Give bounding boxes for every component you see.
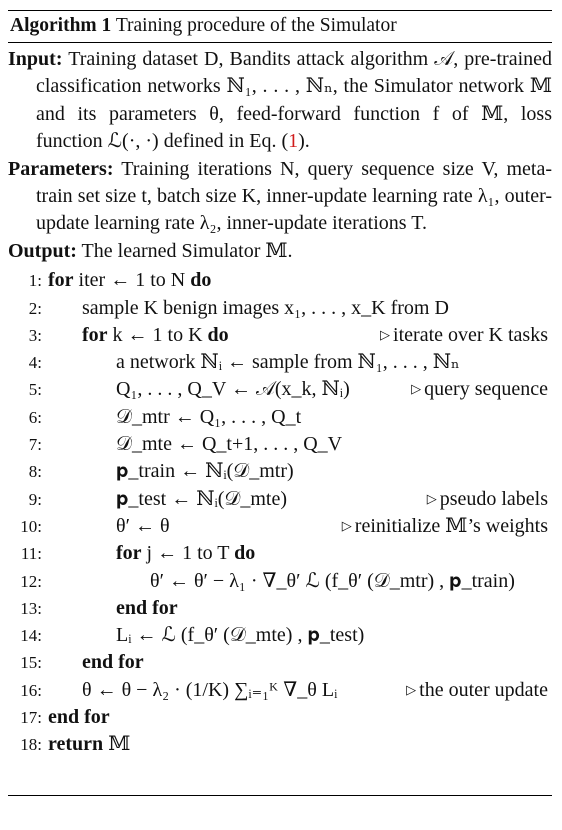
algorithm-line (8, 622, 552, 649)
keyword: end for (82, 651, 144, 674)
statement: sample K benign images x₁, . . . , x_K from D (82, 296, 449, 319)
parameters-section (8, 156, 552, 238)
line-number: 3: (28, 325, 42, 345)
line-code (82, 295, 449, 322)
line-code (116, 431, 342, 458)
keyword: do (234, 542, 256, 565)
comment-triangle-icon: ▷ (406, 681, 417, 697)
line-code (116, 349, 460, 376)
line-code (116, 458, 294, 485)
line-code (82, 649, 144, 676)
bottom-rule (8, 795, 552, 796)
keyword: for (82, 323, 108, 346)
parameters-text: Training iterations N, query sequence size V, meta-train set size t, batch size K, inner-update learning rate λ₁, outer-update learning rate λ₂, inner-update iterations T. (36, 157, 552, 235)
algorithm-line (8, 595, 552, 622)
line-code (82, 322, 229, 349)
input-text-end: ). (298, 130, 310, 153)
line-number: 12: (20, 571, 42, 591)
line-number: 5: (28, 380, 42, 400)
algorithm-line (8, 431, 552, 458)
statement: 𝐩_train ← ℕᵢ(𝒟_mtr) (116, 460, 294, 483)
line-number: 9: (28, 489, 42, 509)
input-label: Input: (8, 48, 63, 70)
algorithm-line (8, 704, 552, 731)
parameters-label: Parameters: (8, 157, 114, 180)
statement: 𝐩_test ← ℕᵢ(𝒟_mte) (116, 487, 288, 510)
statement: j ← 1 to T (141, 542, 235, 565)
header-rule (8, 42, 552, 43)
comment-text: pseudo labels (439, 487, 548, 510)
input-section (8, 46, 552, 156)
algorithm-line (8, 267, 552, 294)
line-number: 14: (20, 626, 42, 646)
line-number: 18: (20, 735, 42, 755)
algorithm-caption: Training procedure of the Simulator (115, 15, 397, 36)
keyword: return (48, 733, 104, 756)
algorithm-box (8, 10, 552, 759)
line-number: 13: (20, 598, 42, 618)
keyword: end for (48, 706, 110, 728)
statement: k ← 1 to K (107, 323, 208, 346)
line-code (48, 704, 110, 731)
statement: θ ← θ − λ₂ · (1/K) ∑ᵢ₌₁ᴷ ∇_θ Lᵢ (82, 678, 338, 701)
line-comment (342, 513, 548, 541)
algorithm-line (8, 568, 552, 595)
line-code (82, 677, 337, 704)
line-code (116, 595, 178, 622)
comment-triangle-icon: ▷ (411, 381, 422, 397)
line-comment (380, 322, 548, 350)
algorithm-line (8, 540, 552, 567)
line-number: 11: (20, 544, 42, 564)
line-code (48, 731, 130, 758)
line-number: 8: (28, 462, 42, 482)
input-text: Training dataset D, Bandits attack algorithm 𝒜, pre-trained classification networks ℕ₁, . . . , ℕₙ, the Simulator network 𝕄 and its parameters θ, feed-forward function f of 𝕄, loss function ℒ(·, ·) defined in Eq. ( (36, 48, 552, 153)
line-comment (411, 376, 548, 404)
statement: 𝒟_mte ← Q_t+1, . . . , Q_V (116, 433, 343, 456)
output-text: The learned Simulator 𝕄. (81, 239, 293, 262)
algorithm-line (8, 649, 552, 676)
line-number: 4: (28, 353, 42, 373)
statement: 𝒟_mtr ← Q₁, . . . , Q_t (116, 405, 302, 428)
statement: Lᵢ ← ℒ (f_θ′ (𝒟_mte) , 𝐩_test) (116, 624, 365, 647)
comment-triangle-icon: ▷ (380, 326, 391, 342)
line-code (116, 622, 364, 649)
line-code (48, 267, 211, 294)
line-code (116, 376, 350, 403)
statement: a network ℕᵢ ← sample from ℕ₁, . . . , ℕₙ (116, 351, 460, 374)
algorithm-line (8, 322, 552, 349)
comment-triangle-icon: ▷ (426, 490, 437, 506)
algorithm-label: Algorithm 1 (10, 15, 112, 36)
line-number: 7: (28, 435, 42, 455)
line-number: 2: (28, 298, 42, 318)
line-code (116, 404, 301, 431)
comment-text: iterate over K tasks (393, 323, 548, 346)
line-comment (427, 486, 548, 514)
output-section (8, 238, 552, 265)
keyword: do (207, 323, 229, 346)
algorithm-steps (8, 267, 552, 758)
keyword: for (116, 542, 142, 565)
keyword: for (48, 269, 74, 292)
algorithm-line (8, 458, 552, 485)
line-code (150, 568, 515, 595)
line-number: 6: (28, 407, 42, 427)
statement: θ′ ← θ (116, 514, 170, 537)
algorithm-line (8, 295, 552, 322)
algorithm-title (8, 11, 552, 38)
algorithm-line (8, 349, 552, 376)
line-code (116, 486, 287, 513)
line-number: 16: (20, 680, 42, 700)
algorithm-line (8, 513, 552, 540)
line-number: 15: (20, 653, 42, 673)
statement: Q₁, . . . , Q_V ← 𝒜(x_k, ℕᵢ) (116, 378, 350, 401)
algorithm-line (8, 677, 552, 704)
statement: iter ← 1 to N (73, 269, 191, 292)
line-number: 1: (28, 271, 42, 291)
comment-text: query sequence (424, 378, 548, 401)
keyword: end for (116, 596, 178, 619)
algorithm-line (8, 376, 552, 403)
comment-text: reinitialize 𝕄’s weights (354, 514, 548, 537)
statement: θ′ ← θ′ − λ₁ · ∇_θ′ ℒ (f_θ′ (𝒟_mtr) , 𝐩_train) (150, 569, 515, 592)
keyword: do (190, 269, 212, 292)
algorithm-line (8, 404, 552, 431)
comment-text: the outer update (419, 678, 548, 701)
line-comment (406, 677, 548, 705)
output-label: Output: (8, 239, 77, 262)
line-code (116, 513, 170, 540)
line-code (116, 540, 255, 567)
algorithm-line (8, 731, 552, 758)
algorithm-line (8, 486, 552, 513)
equation-citation-link[interactable]: 1 (288, 130, 299, 153)
line-number: 17: (20, 708, 42, 727)
line-number: 10: (20, 516, 42, 536)
comment-triangle-icon: ▷ (341, 517, 352, 533)
statement: 𝕄 (103, 733, 131, 756)
